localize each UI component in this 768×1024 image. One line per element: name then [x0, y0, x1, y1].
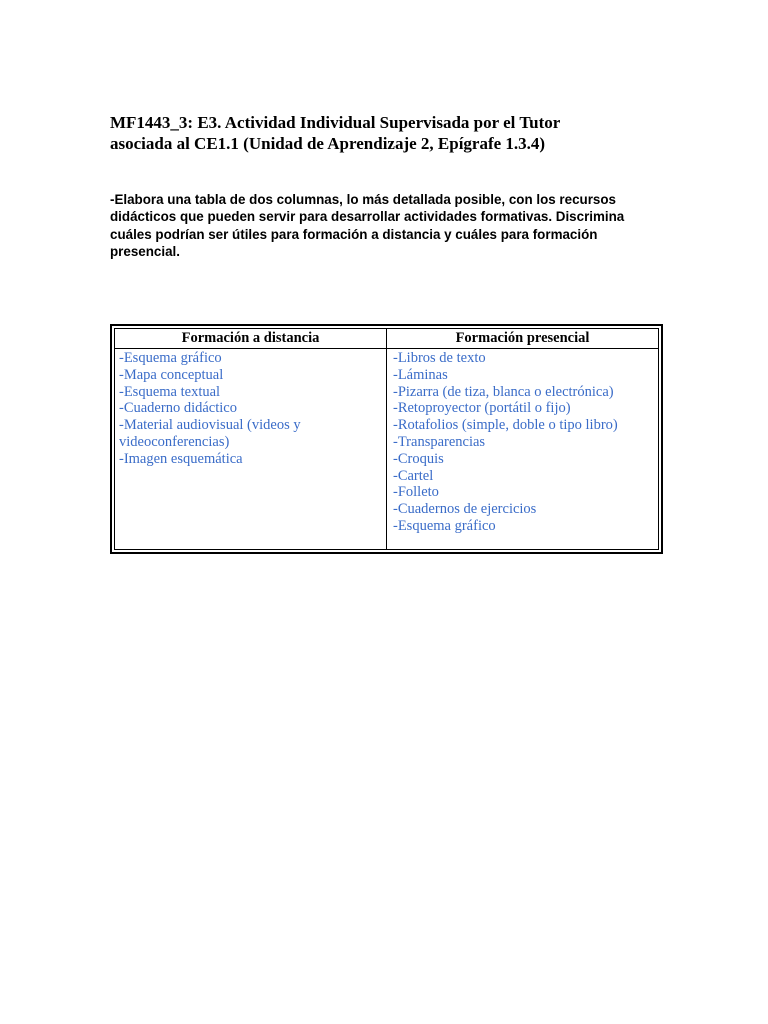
column-header-distance: Formación a distancia [181, 330, 320, 346]
distance-resources-list [119, 350, 381, 468]
list-item: -Esquema textual [119, 383, 221, 400]
list-item: -Rotafolios (simple, doble o tipo libro) [393, 417, 618, 434]
instructions-line: cuáles podrían ser útiles para formación a distancia y cuáles para formación [110, 226, 598, 242]
page-title [110, 112, 670, 154]
list-item: -Cuaderno didáctico [119, 400, 237, 417]
list-item: -Mapa conceptual [119, 366, 224, 383]
resources-table [110, 324, 663, 554]
list-item: -Láminas [393, 366, 448, 383]
instructions-paragraph [110, 191, 670, 260]
instructions-line: didácticos que pueden servir para desarrollar actividades formativas. Discrimina [110, 209, 625, 225]
instructions-line: -Elabora una tabla de dos columnas, lo más detallada posible, con los recursos [110, 192, 617, 207]
list-item: -Retoproyector (portátil o fijo) [393, 400, 571, 417]
list-item: -Transparencias [393, 433, 486, 450]
page-title-line: MF1443_3: E3. Actividad Individual Supervisada por el Tutor [110, 113, 561, 132]
header-divider [115, 348, 658, 349]
column-divider [386, 329, 387, 549]
list-item: -Esquema gráfico [393, 517, 496, 534]
list-item: -Material audiovisual (videos y videoconferencias) [119, 417, 301, 450]
page-title-line: asociada al CE1.1 (Unidad de Aprendizaje 2, Epígrafe 1.3.4) [110, 134, 546, 153]
list-item: -Croquis [393, 450, 444, 467]
list-item: -Cartel [393, 467, 434, 484]
instructions-line: presencial. [110, 243, 180, 259]
presencial-resources-list [393, 350, 663, 535]
resources-table-body [114, 328, 659, 550]
list-item: -Libros de texto [393, 350, 486, 366]
list-item: -Cuadernos de ejercicios [393, 501, 537, 518]
list-item: -Esquema gráfico [119, 350, 222, 366]
list-item: -Folleto [393, 484, 439, 501]
list-item: -Imagen esquemática [119, 450, 243, 467]
column-header-presencial: Formación presencial [455, 330, 590, 346]
list-item: -Pizarra (de tiza, blanca o electrónica) [393, 383, 614, 400]
